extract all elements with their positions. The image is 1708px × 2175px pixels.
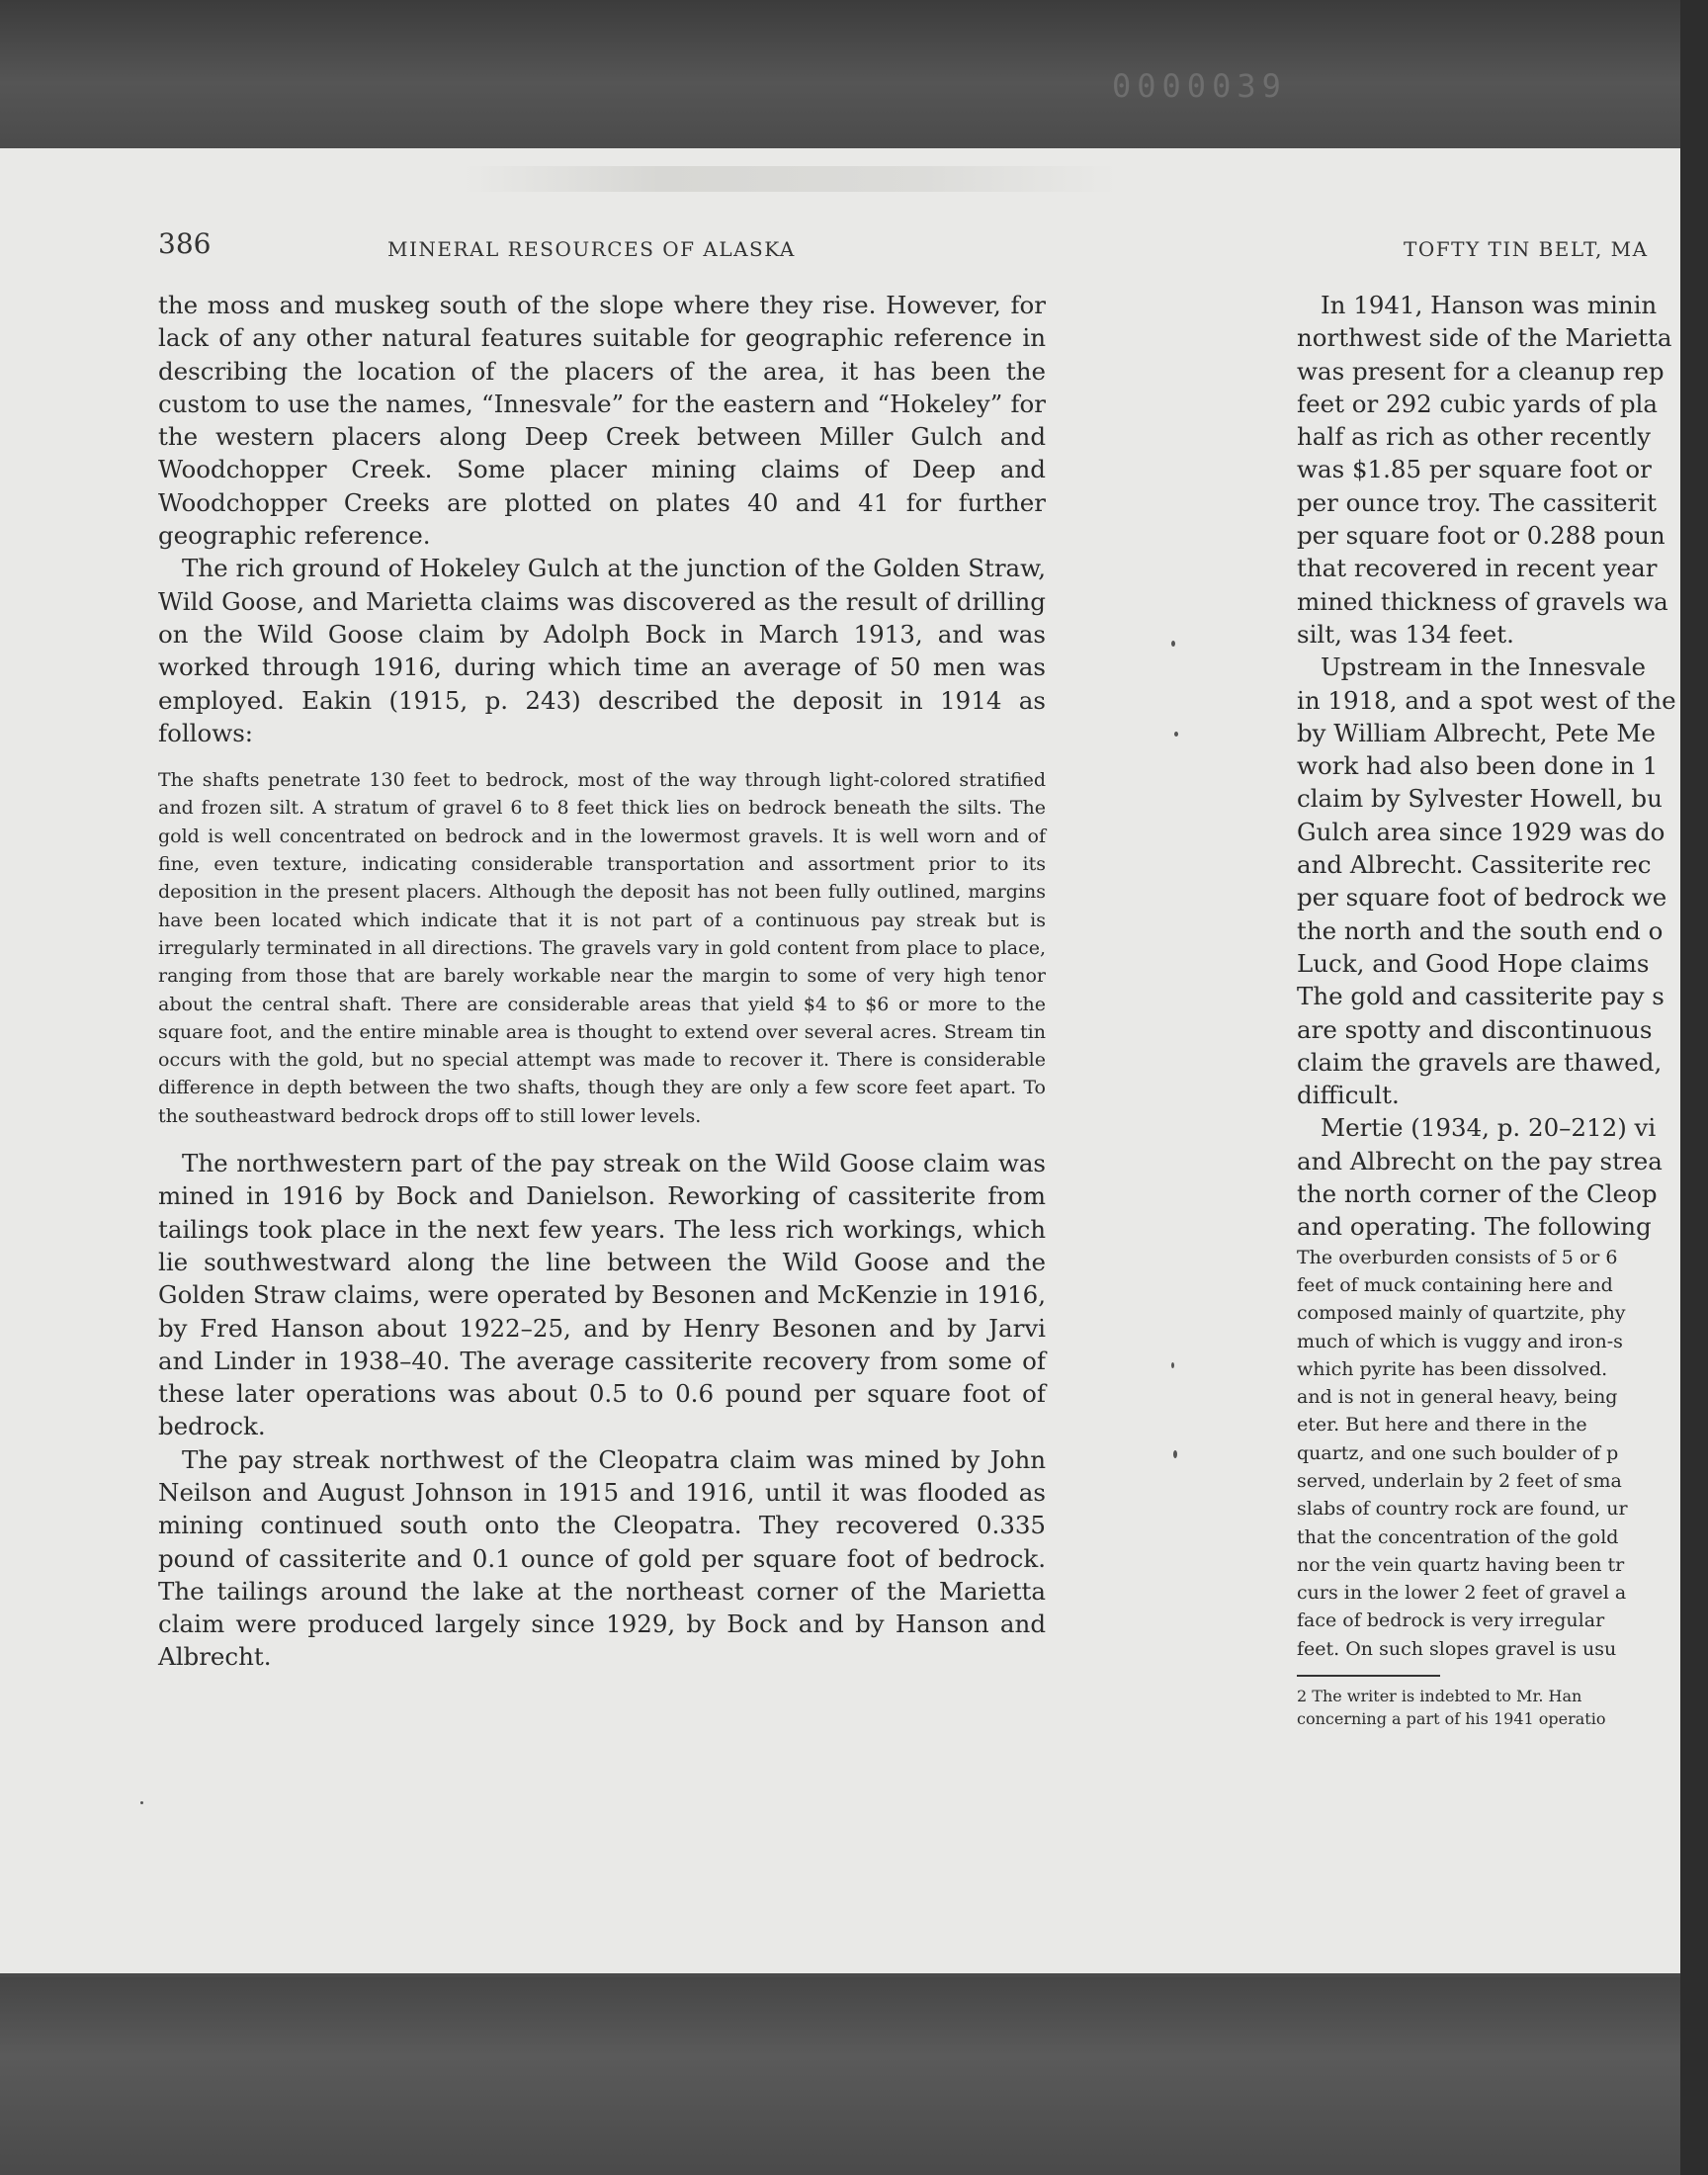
right-body-line: Luck, and Good Hope claims bbox=[1297, 948, 1650, 978]
right-body-line: mined thickness of gravels wa bbox=[1297, 586, 1668, 616]
paragraph-hokeley-gulch: The rich ground of Hokeley Gulch at the junction of the Golden Straw, Wild Goose, and Marietta claims was discovered as the result of drilling on the Wild Goose claim by Adolph Bock in March 1913, and was worked through 1916, during which time an average of 50 men was employed. Eakin (1915, p. 243) described the deposit in 1914 as follows: bbox=[158, 554, 1046, 747]
scan-border-right bbox=[1680, 0, 1708, 2175]
paragraph-continued: the moss and muskeg south of the slope where they rise. However, for lack of any other natural features suitable for geographic reference in describing the location of the placers of the area, it has been the custom to use the names, “Innesvale” for the eastern and “Hokeley” for the western placers along Deep Creek between Miller Gulch and Woodchopper Creek. Some placer mining claims of Deep and Woodchopper Creeks are plotted on plates 40 and 41 for further geographic reference. bbox=[158, 291, 1046, 551]
scan-border-top bbox=[0, 0, 1708, 150]
right-body-line: and Albrecht on the pay strea bbox=[1297, 1146, 1663, 1175]
right-body-line: claim the gravels are thawed, bbox=[1297, 1047, 1663, 1077]
left-text-column bbox=[158, 289, 1046, 1674]
right-quote-line: nor the vein quartz having been tr bbox=[1297, 1553, 1625, 1576]
right-quote-line: and is not in general heavy, being bbox=[1297, 1386, 1618, 1409]
right-body-line: Upstream in the Innesvale bbox=[1321, 652, 1646, 682]
right-body-line: silt, was 134 feet. bbox=[1297, 619, 1514, 649]
footnote-lines bbox=[1297, 1685, 1680, 1730]
right-quote-line: feet of muck containing here and bbox=[1297, 1273, 1613, 1296]
right-body-line: difficult. bbox=[1297, 1081, 1400, 1110]
right-quote-line: eter. But here and there in the bbox=[1297, 1414, 1587, 1436]
right-body-line: per ounce troy. The cassiterit bbox=[1297, 487, 1657, 517]
right-body-line: and operating. The following bbox=[1297, 1212, 1652, 1242]
right-quote-line: feet. On such slopes gravel is usu bbox=[1297, 1637, 1617, 1660]
scan-border-bottom bbox=[0, 1977, 1708, 2175]
right-body-lines bbox=[1297, 289, 1680, 1244]
footnote-line: concerning a part of his 1941 operatio bbox=[1297, 1709, 1606, 1729]
right-body-line: Mertie (1934, p. 20–212) vi bbox=[1321, 1113, 1657, 1143]
block-quote-eakin: The shafts penetrate 130 feet to bedrock, most of the way through light-colored stratified and frozen silt. A stratum of gravel 6 to 8 feet thick lies on bedrock beneath the silts. The gold is well concentrated on bedrock and in the lowermost gravels. It is well worn and of fine, even texture, indicating considerable transportation and assortment prior to its deposition in the present placers. Although the deposit has not been fully outlined, margins have been located which indicate that it is not part of a continuous pay streak but is irregularly terminated in all directions. The gravels vary in gold content from place to place, ranging from those that are barely workable near the margin to some of very high tenor about the central shaft. There are considerable areas that yield $4 to $6 or more to the square foot, and the entire minable area is thought to extend over several acres. Stream tin occurs with the gold, but no special attempt was made to recover it. There is considerable difference in depth between the two shafts, though they are only a few score feet apart. To the southeastward bedrock drops off to still lower levels. bbox=[158, 769, 1046, 1127]
right-body-line: by William Albrecht, Pete Me bbox=[1297, 718, 1656, 747]
right-body-line: In 1941, Hanson was minin bbox=[1321, 291, 1658, 319]
right-quote-line: composed mainly of quartzite, phy bbox=[1297, 1302, 1626, 1325]
right-body-line: was present for a cleanup rep bbox=[1297, 356, 1665, 386]
right-body-line: are spotty and discontinuous bbox=[1297, 1014, 1653, 1044]
right-body-line: per square foot or 0.288 poun bbox=[1297, 521, 1665, 551]
right-body-line: The gold and cassiterite pay s bbox=[1297, 982, 1665, 1011]
right-quote-lines bbox=[1297, 1244, 1680, 1663]
right-body-line: and Albrecht. Cassiterite rec bbox=[1297, 850, 1652, 880]
scan-speck bbox=[1171, 1362, 1174, 1368]
right-quote-line: which pyrite has been dissolved. bbox=[1297, 1357, 1608, 1380]
archive-stamp: 0000039 bbox=[1112, 67, 1287, 105]
right-quote-line: much of which is vuggy and iron-s bbox=[1297, 1330, 1623, 1352]
footnote-line: 2 The writer is indebted to Mr. Han bbox=[1297, 1687, 1582, 1706]
right-body-line: half as rich as other recently bbox=[1297, 422, 1651, 452]
right-quote-line: The overburden consists of 5 or 6 bbox=[1297, 1246, 1618, 1268]
right-body-line: that recovered in recent year bbox=[1297, 554, 1658, 583]
scan-speck bbox=[140, 1801, 143, 1804]
right-body-line: the north and the south end o bbox=[1297, 915, 1664, 945]
right-body-line: claim by Sylvester Howell, bu bbox=[1297, 784, 1663, 814]
right-body-line: Gulch area since 1929 was do bbox=[1297, 817, 1665, 846]
right-quote-line: curs in the lower 2 feet of gravel a bbox=[1297, 1582, 1627, 1605]
right-quote-line: that the concentration of the gold bbox=[1297, 1525, 1619, 1548]
right-quote-line: served, underlain by 2 feet of sma bbox=[1297, 1469, 1622, 1492]
right-page-column bbox=[1297, 289, 1680, 1772]
running-head: MINERAL RESOURCES OF ALASKA bbox=[387, 237, 796, 261]
right-body-line: per square foot of bedrock we bbox=[1297, 883, 1667, 913]
paragraph-cleopatra-claim: The pay streak northwest of the Cleopatra claim was mined by John Neilson and August Johnson in 1915 and 1916, until it was flooded as mining continued south onto the Cleopatra. They recovered 0.335 pound of cassiterite and 0.1 ounce of gold per square foot of bedrock. The tailings around the lake at the northeast corner of the Marietta claim were produced largely since 1929, by Bock and by Hanson and Albrecht. bbox=[158, 1444, 1046, 1672]
right-body-line: the north corner of the Cleop bbox=[1297, 1179, 1658, 1209]
footnote-rule bbox=[1297, 1675, 1440, 1677]
right-body-line: northwest side of the Marietta bbox=[1297, 323, 1672, 353]
right-body-line: feet or 292 cubic yards of pla bbox=[1297, 389, 1658, 418]
right-quote-line: slabs of country rock are found, ur bbox=[1297, 1498, 1628, 1521]
scan-speck bbox=[1173, 1450, 1177, 1458]
scan-speck bbox=[1174, 732, 1178, 737]
right-quote-line: face of bedrock is very irregular bbox=[1297, 1610, 1605, 1632]
bleed-through-smudge bbox=[465, 166, 1117, 192]
right-body-line: was $1.85 per square foot or bbox=[1297, 455, 1652, 484]
right-quote-line: quartz, and one such boulder of p bbox=[1297, 1441, 1619, 1464]
scan-speck bbox=[1171, 641, 1175, 647]
right-page-running-head: TOFTY TIN BELT, MA bbox=[1404, 237, 1649, 261]
page-number: 386 bbox=[158, 227, 212, 260]
right-body-line: work had also been done in 1 bbox=[1297, 751, 1659, 781]
paragraph-northwestern-pay-streak: The northwestern part of the pay streak on the Wild Goose claim was mined in 1916 by Bock and Danielson. Reworking of cassiterite from tailings took place in the next few years. The less rich workings, which lie southwestward along the line between the Wild Goose and the Golden Straw claims, were operated by Besonen and McKenzie in 1916, by Fred Hanson about 1922–25, and by Henry Besonen and by Jarvi and Linder in 1938–40. The average cassiterite recovery from some of these later operations was about 0.5 to 0.6 pound per square foot of bedrock. bbox=[158, 1149, 1046, 1441]
right-body-line: in 1918, and a spot west of the bbox=[1297, 685, 1676, 715]
